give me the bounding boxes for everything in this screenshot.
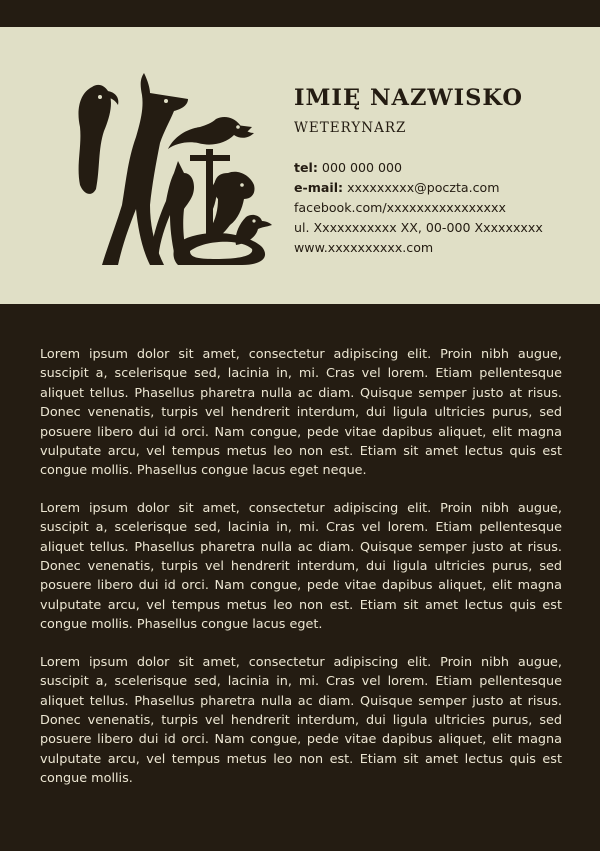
contact-phone xyxy=(294,158,543,178)
top-strip xyxy=(0,0,600,27)
business-card-header xyxy=(0,27,600,304)
contact-address: ul. Xxxxxxxxxxx XX, 00-000 Xxxxxxxxx xyxy=(294,220,543,235)
paragraph: Lorem ipsum dolor sit amet, consectetur adipiscing elit. Proin nibh augue, suscipit a, scelerisque sed, lacinia in, mi. Cras vel lorem. Etiam pellentesque aliquet tellus. Phasellus pharetra nulla ac diam. Quisque semper justo at risus. Donec venenatis, turpis vel hendrerit interdum, dui ligula ultricies purus, sed posuere libero dui id orci. Nam congue, pede vitae dapibus aliquet, elit magna vulputate arcu, vel tempus metus leo non est. Etiam sit amet lectus quis est congue mollis. Phasellus congue lacus eget. xyxy=(40,500,562,633)
job-title: WETERYNARZ xyxy=(294,120,407,136)
person-name: IMIĘ NAZWISKO xyxy=(294,85,523,111)
contact-facebook: facebook.com/xxxxxxxxxxxxxxxx xyxy=(294,200,506,215)
veterinary-animals-icon xyxy=(66,69,272,275)
paragraph: Lorem ipsum dolor sit amet, consectetur adipiscing elit. Proin nibh augue, suscipit a, scelerisque sed, lacinia in, mi. Cras vel lorem. Etiam pellentesque aliquet tellus. Phasellus pharetra nulla ac diam. Quisque semper justo at risus. Donec venenatis, turpis vel hendrerit interdum, dui ligula ultricies purus, sed posuere libero dui id orci. Nam congue, pede vitae dapibus aliquet, elit magna vulputate arcu, vel tempus metus leo non est. Etiam sit amet lectus quis est congue mollis. Phasellus congue lacus eget neque. xyxy=(40,347,562,479)
phone-value: 000 000 000 xyxy=(317,160,403,175)
contact-details xyxy=(294,158,543,258)
email-label: e-mail: xyxy=(294,180,344,195)
contact-website: www.xxxxxxxxxx.com xyxy=(294,240,434,255)
paragraph: Lorem ipsum dolor sit amet, consectetur adipiscing elit. Proin nibh augue, suscipit a, scelerisque sed, lacinia in, mi. Cras vel lorem. Etiam pellentesque aliquet tellus. Phasellus pharetra nulla ac diam. Quisque semper justo at risus. Donec venenatis, turpis vel hendrerit interdum, dui ligula ultricies purus, sed posuere libero dui id orci. Nam congue, pede vitae dapibus aliquet, elit magna vulputate arcu, vel tempus metus leo non est. Etiam sit amet lectus quis est congue mollis. xyxy=(40,654,562,787)
contact-email xyxy=(294,178,543,198)
email-value: xxxxxxxxx@poczta.com xyxy=(343,180,500,195)
letter-body xyxy=(40,345,562,807)
phone-label: tel: xyxy=(294,160,318,175)
